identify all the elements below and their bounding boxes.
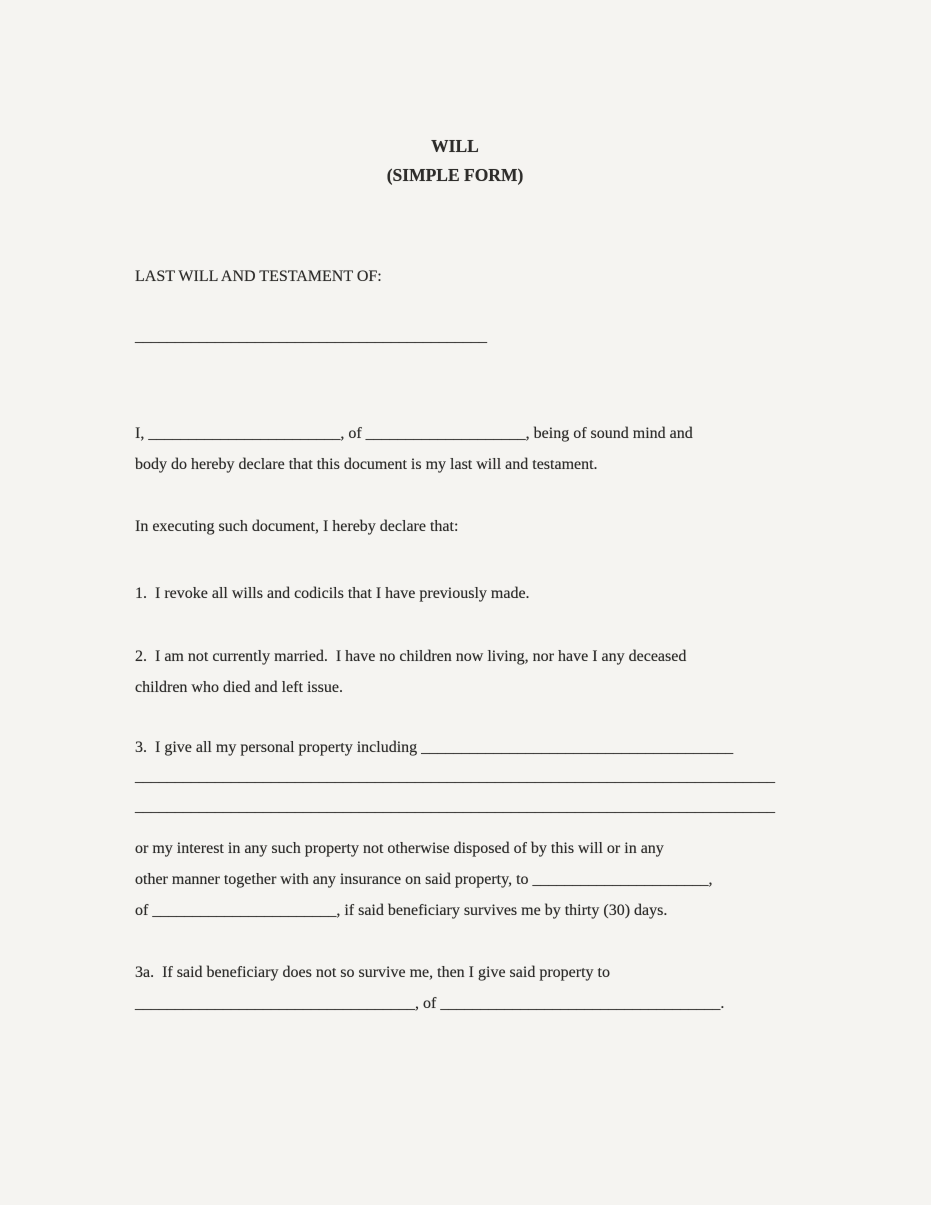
- opening-clause-line-1: I, ________________________, of ____________________, being of sound mind and: [135, 425, 693, 442]
- page-title: WILL: [431, 136, 479, 156]
- document-content: [135, 0, 775, 1205]
- testator-name-blank-line: ____________________________________________: [135, 328, 487, 345]
- clause-3-blank-line-2: ________________________________________________________________________________: [135, 798, 775, 815]
- testament-heading: LAST WILL AND TESTAMENT OF:: [135, 268, 382, 285]
- clause-2-marital-status-line-1: 2. I am not currently married. I have no children now living, nor have I any deceased: [135, 648, 687, 665]
- clause-3a-contingent-line-1: 3a. If said beneficiary does not so survive me, then I give said property to: [135, 964, 610, 981]
- opening-clause-line-2: body do hereby declare that this document is my last will and testament.: [135, 456, 598, 473]
- clause-3a-contingent-line-2: ___________________________________, of ___________________________________.: [135, 995, 725, 1012]
- clause-3-blank-line-1: ________________________________________________________________________________: [135, 768, 775, 785]
- page-subtitle: (SIMPLE FORM): [386, 165, 524, 185]
- clause-3-property-gift-line-1: 3. I give all my personal property including _______________________________________: [135, 739, 734, 756]
- declaration-intro: In executing such document, I hereby declare that:: [135, 518, 459, 535]
- clause-3-property-gift-line-4: of _______________________, if said beneficiary survives me by thirty (30) days.: [135, 902, 668, 919]
- clause-3-property-gift-line-3: other manner together with any insurance on said property, to ______________________,: [135, 871, 713, 888]
- clause-2-marital-status-line-2: children who died and left issue.: [135, 679, 343, 696]
- clause-1-revocation: 1. I revoke all wills and codicils that I have previously made.: [135, 585, 530, 602]
- clause-3-property-gift-line-2: or my interest in any such property not otherwise disposed of by this will or in any: [135, 840, 664, 857]
